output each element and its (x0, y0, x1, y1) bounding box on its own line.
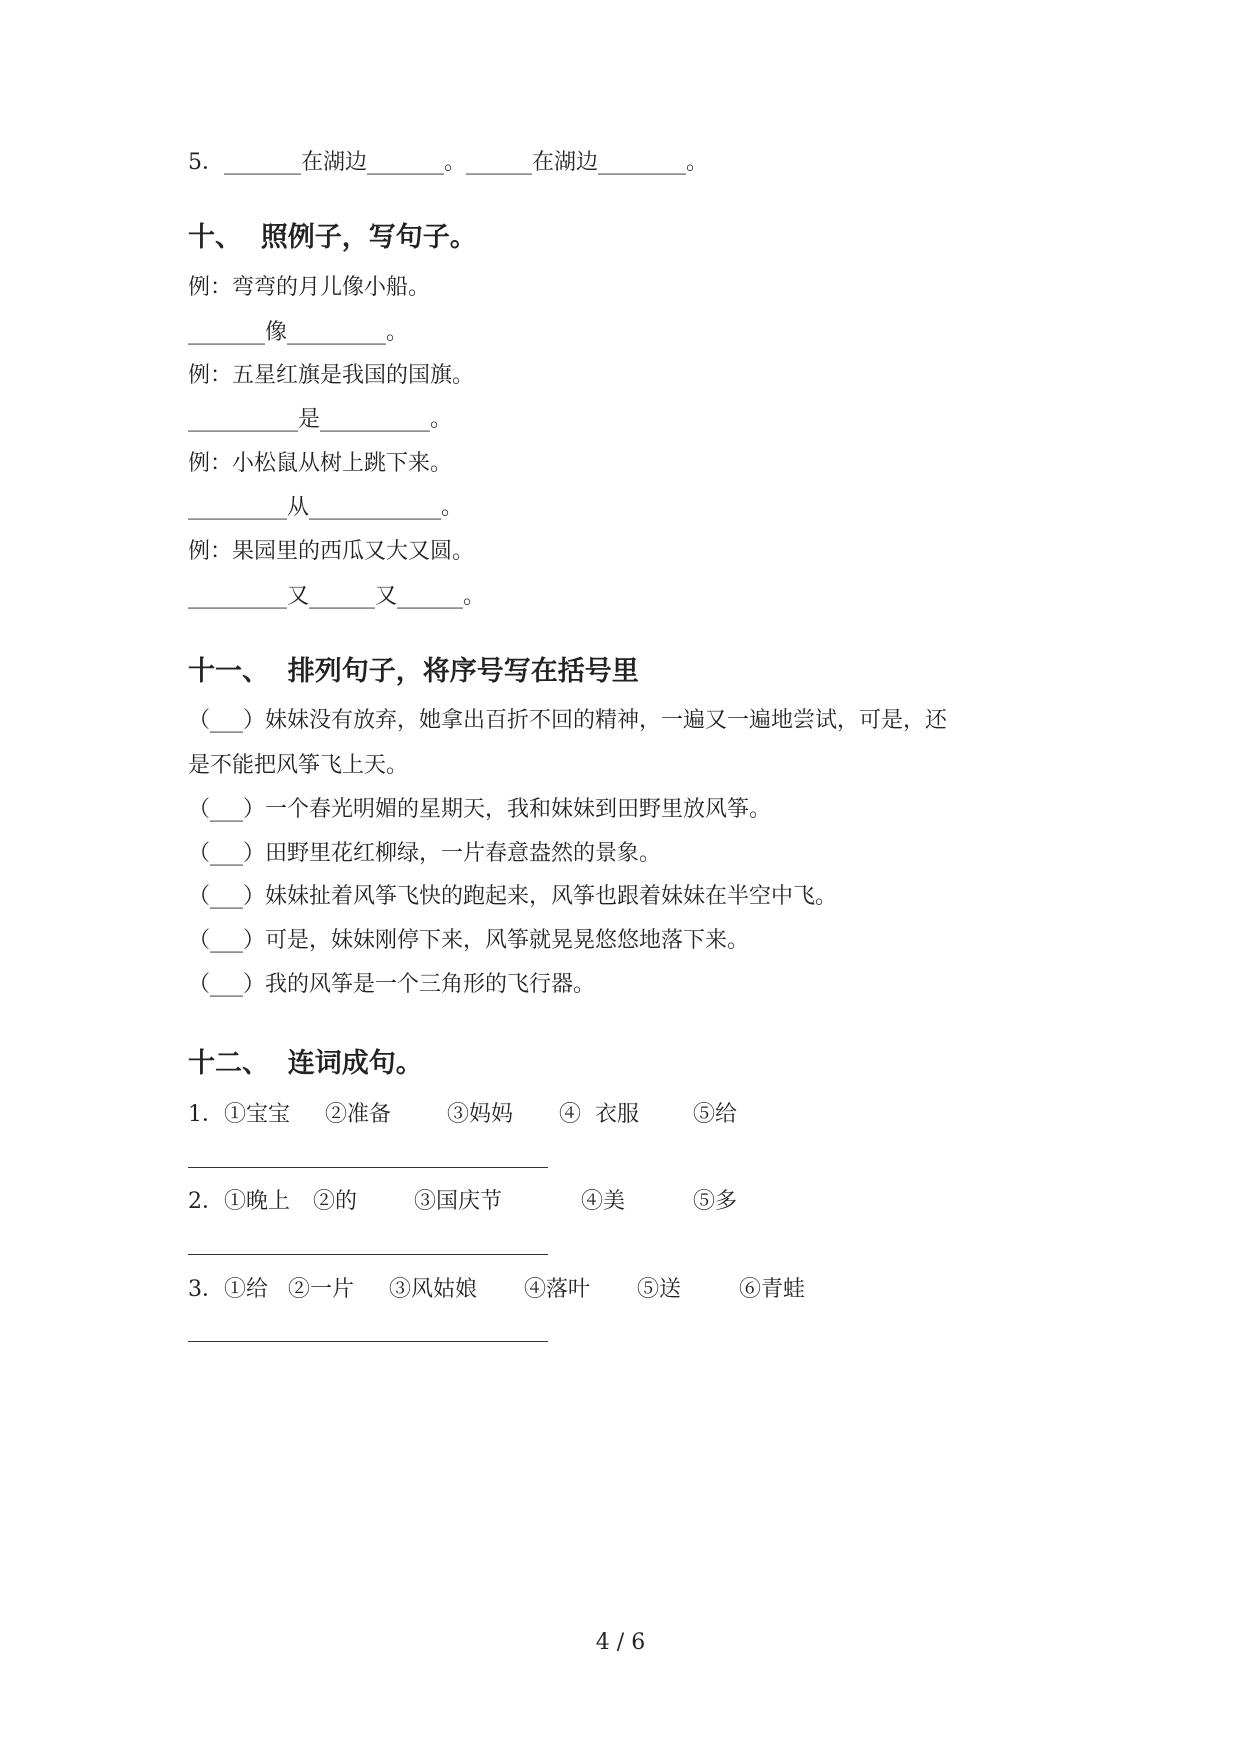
word-option: ③妈妈 (447, 1102, 514, 1127)
word-option: ⑤送 (637, 1277, 682, 1302)
section11-row-1-cont: 是不能把风筝飞上天。 (188, 753, 409, 778)
word-option: ④美 (581, 1189, 626, 1214)
section10-answer-2: __________是__________。 (188, 407, 453, 432)
section10-example-1: 例：弯弯的月儿像小船。 (188, 275, 431, 300)
section11-row-6: （___）我的风筝是一个三角形的飞行器。 (188, 972, 596, 997)
word-option: ②的 (313, 1189, 358, 1214)
page-number: 4 / 6 (595, 1630, 646, 1655)
section11-row-3: （___）田野里花红柳绿，一片春意盎然的景象。 (188, 841, 662, 866)
section12-title: 十二、 连词成句。 (188, 1048, 423, 1079)
section10-example-3: 例：小松鼠从树上跳下来。 (188, 451, 453, 476)
section10-example-2: 例：五星红旗是我国的国旗。 (188, 363, 475, 388)
answer-line-1 (188, 1167, 548, 1168)
answer-line-2 (188, 1254, 548, 1255)
section11-row-1: （___）妹妹没有放弃，她拿出百折不回的精神，一遍又一遍地尝试，可是，还 (188, 708, 948, 733)
section10-answer-4: _________又______又______。 (188, 584, 486, 609)
section12-item-3 (188, 1275, 806, 1515)
word-option: ⑤多 (693, 1189, 738, 1214)
word-option: 1．①宝宝 (188, 1102, 290, 1127)
section10-answer-1: _______像_________。 (188, 320, 409, 345)
section11-row-4: （___）妹妹扯着风筝飞快的跑起来，风筝也跟着妹妹在半空中飞。 (188, 884, 838, 909)
word-option: ⑥青蛙 (739, 1277, 806, 1302)
section10-title: 十、 照例子，写句子。 (188, 222, 477, 253)
word-option: ④落叶 (524, 1277, 591, 1302)
word-option: 2．①晚上 (188, 1189, 290, 1214)
word-option: ③风姑娘 (389, 1277, 478, 1302)
section11-row-5: （___）可是，妹妹刚停下来，风筝就晃晃悠悠地落下来。 (188, 928, 750, 953)
section11-row-2: （___）一个春光明媚的星期天，我和妹妹到田野里放风筝。 (188, 797, 772, 822)
section11-title: 十一、 排列句子，将序号写在括号里 (188, 656, 639, 687)
section10-answer-3: _________从____________。 (188, 495, 464, 520)
word-option: ③国庆节 (414, 1189, 503, 1214)
word-option: 3．①给 (188, 1277, 268, 1302)
section10-example-4: 例：果园里的西瓜又大又圆。 (188, 539, 475, 564)
section9-item5: 5．_______在湖边_______。______在湖边________。 (188, 150, 708, 175)
word-option: ②一片 (288, 1277, 355, 1302)
word-option: ⑤给 (693, 1102, 738, 1127)
word-option: ②准备 (325, 1102, 392, 1127)
word-option: ④ 衣服 (559, 1102, 639, 1127)
answer-line-3 (188, 1341, 548, 1342)
